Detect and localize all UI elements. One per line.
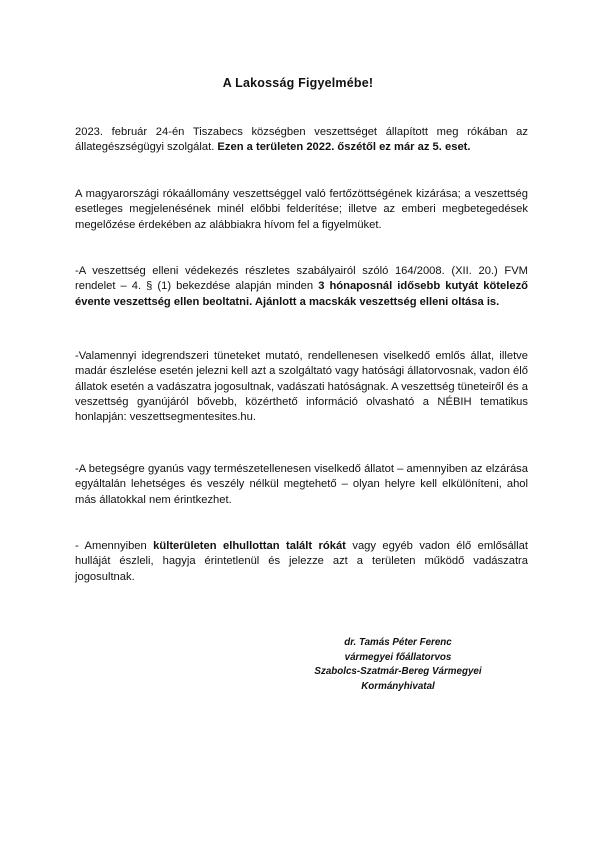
announcement-text: 2023. február 24-én Tiszabecs községben veszettséget állapított meg rókában az állategészségügyi szolgálat. bbox=[75, 126, 528, 154]
paragraph-reporting: -Valamennyi idegrendszeri tüneteket mutató, rendellenesen viselkedő emlős állat, illetve madár észlelése esetén jelezni kell azt a szolgáltató vagy hatósági állatorvosnak, vadon élő állatok esetén a vadászatra jogosultnak, vadászati hatóságnak. A veszettség tüneteiről és a veszettség gyanújáról bővebb, közérthető információ olvasható a NÉBIH tematikus honlapján: veszettsegmentesites.hu. bbox=[75, 350, 528, 424]
paragraph-intro: A magyarországi rókaállomány veszettséggel való fertőzöttségének kizárása; a veszettség esetleges megjelenésének minél előbbi felderítése; illetve az emberi megbetegedések megelőzése érdekében az alábbiakra hívom fel a figyelmüket. bbox=[75, 188, 528, 231]
page-title: A Lakosság Figyelmébe! bbox=[222, 76, 374, 90]
dead-fox-text-end: vagy egyéb vadon élő emlősállat hulláját észleli, hagyja érintetlenül és jelezze azt a területen működő vadászatra jogosultnak. bbox=[75, 540, 528, 583]
paragraph-dead-fox bbox=[75, 539, 528, 585]
paragraph-isolation: -A betegségre gyanús vagy természetellenesen viselkedő állatot – amennyiben az elzárása egyáltalán lehetséges és veszély nélkül megtehető – olyan helyre kell elkülöníteni, ahol más állatokkal nem érintkezhet. bbox=[75, 463, 528, 506]
dead-fox-emphasis: külterületen elhullottan talált rókát bbox=[153, 540, 346, 552]
signature-office-line1: Szabolcs-Szatmár-Bereg Vármegyei bbox=[314, 666, 482, 678]
vaccination-text: -A veszettség elleni védekezés részletes szabályairól szóló 164/2008. (XII. 20.) FVM rendelet – 4. § (1) bekezdése alapján minden bbox=[75, 265, 528, 293]
announcement-emphasis: Ezen a területen 2022. őszétől ez már az 5. eset. bbox=[214, 141, 471, 154]
paragraph-vaccination bbox=[75, 264, 528, 310]
signature-role: vármegyei főállatorvos bbox=[344, 651, 452, 663]
paragraph-announcement bbox=[75, 125, 528, 156]
signature-name: dr. Tamás Péter Ferenc bbox=[344, 637, 452, 648]
signature-block bbox=[290, 636, 506, 694]
dead-fox-text-start: - Amennyiben bbox=[75, 540, 154, 552]
vaccination-emphasis: 3 hónaposnál idősebb kutyát kötelező évente veszettség ellen beoltatni. Ajánlott a macskák veszettség elleni oltása is. bbox=[75, 280, 528, 308]
signature-office-line2: Kormányhivatal bbox=[361, 680, 435, 692]
